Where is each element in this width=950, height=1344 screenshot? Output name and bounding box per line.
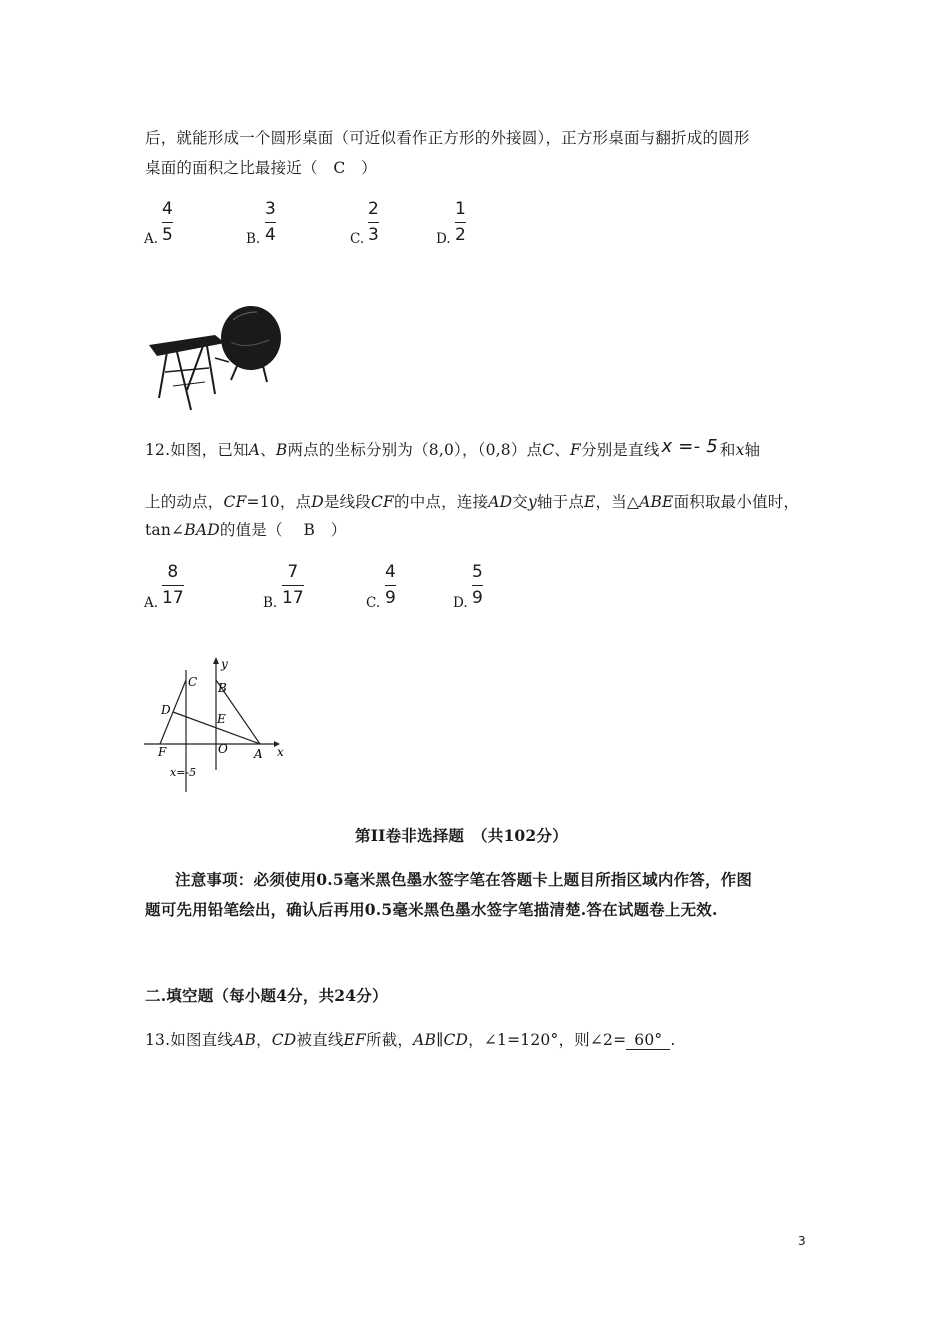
numerator: 2 <box>368 199 379 219</box>
parallel-statement: AB∥CD <box>413 1031 469 1049</box>
q11-option-a-label: A. <box>144 231 159 247</box>
q12-text-line2 <box>145 492 799 512</box>
line-equation: x =- 5 <box>661 436 718 457</box>
q12-number-text: 12.如图，已知 <box>145 441 249 459</box>
denominator: 2 <box>455 225 466 245</box>
point-a: A <box>248 441 261 459</box>
fraction-bar <box>385 585 396 586</box>
fraction-bar <box>455 222 466 223</box>
q12-option-d-fraction <box>472 563 483 607</box>
q12-option-c-fraction <box>385 563 396 607</box>
line-cd: CD <box>271 1031 297 1049</box>
angle-bad: BAD <box>184 521 220 539</box>
label-o: O <box>218 742 228 756</box>
separator: 、 <box>260 441 276 459</box>
q11-text-line2: 桌面的面积之比最接近（ C ） <box>145 159 377 177</box>
q11-text-line1: 后，就能形成一个圆形桌面（可近似看作正方形的外接圆），正方形桌面与翻折成的圆形 <box>145 129 750 147</box>
label-x-eq: x=-5 <box>170 766 197 779</box>
q12-text-line1 <box>145 436 761 460</box>
point-f: F <box>570 441 582 459</box>
folding-table-illustration <box>145 290 295 415</box>
q12-text: ，当△ <box>595 493 640 511</box>
point-c: C <box>542 441 555 459</box>
q11-option-c-label: C. <box>350 231 365 247</box>
section-ii-title: 第II卷非选择题 （共102分） <box>355 826 568 845</box>
fraction-bar <box>368 222 379 223</box>
q12-option-a-fraction <box>162 563 184 607</box>
fraction-bar <box>282 585 304 586</box>
numerator: 3 <box>265 199 276 219</box>
round-tabletop <box>221 306 281 370</box>
q13-text <box>145 1030 676 1050</box>
q12-text: 轴于点 <box>536 493 585 511</box>
q12-text-line3 <box>145 520 347 540</box>
point-b: B <box>275 441 288 459</box>
segment-ad: AD <box>488 493 513 511</box>
fraction-bar <box>162 222 173 223</box>
denominator: 9 <box>385 588 396 608</box>
numerator: 7 <box>287 562 299 582</box>
fill-in-section-title: 二.填空题（每小题4分，共24分） <box>145 986 388 1005</box>
q12-option-a-label: A. <box>144 595 159 611</box>
q12-text: 上的动点， <box>145 493 224 511</box>
denominator: 3 <box>368 225 379 245</box>
label-b: B <box>218 681 227 695</box>
numerator: 8 <box>167 562 179 582</box>
q13-text-part: ，∠1=120°，则∠2= <box>468 1031 627 1049</box>
separator: ， <box>256 1031 272 1049</box>
answer-blank[interactable] <box>626 1031 670 1050</box>
separator: 、 <box>554 441 571 459</box>
label-e: E <box>217 712 226 726</box>
numerator: 4 <box>385 562 396 582</box>
q11-option-a-fraction <box>162 200 173 244</box>
q12-text: 两点的坐标分别为（8,0），（0,8）点 <box>287 441 543 459</box>
label-y: y <box>221 657 228 671</box>
q12-text: =10，点 <box>246 493 312 511</box>
q12-option-c-label: C. <box>366 595 381 611</box>
q13-text-part: 被直线 <box>296 1031 344 1049</box>
point-e: E <box>584 493 596 511</box>
segment-cf: CF <box>371 493 395 511</box>
label-a: A <box>254 747 263 761</box>
q12-coordinate-figure <box>140 652 300 800</box>
label-c: C <box>188 675 198 689</box>
x-variable: x <box>735 441 745 459</box>
q11-option-d-label: D. <box>436 231 451 247</box>
answer-value: 60° <box>634 1031 663 1049</box>
period: . <box>670 1031 676 1049</box>
denominator: 9 <box>472 588 483 608</box>
fraction-bar <box>162 585 184 586</box>
q12-text: 是线段 <box>323 493 371 511</box>
q11-option-c-fraction <box>368 200 379 244</box>
q13-text-part: 所截， <box>366 1031 414 1049</box>
label-d: D <box>161 703 171 717</box>
q12-text: 交 <box>512 493 528 511</box>
fraction-bar <box>265 222 276 223</box>
label-f: F <box>158 745 167 759</box>
q11-option-b-fraction <box>265 200 276 244</box>
y-variable: y <box>527 493 537 511</box>
q12-text: 轴 <box>744 441 761 459</box>
q11-option-b-label: B. <box>246 231 261 247</box>
q12-text: 的值是（ B ） <box>219 521 347 539</box>
q12-text: 和 <box>719 441 736 459</box>
notice-line2: 题可先用铅笔绘出，确认后再用0.5毫米黑色墨水签字笔描清楚.答在试题卷上无效. <box>145 900 718 919</box>
triangle-abe: ABE <box>639 493 674 511</box>
numerator: 4 <box>162 199 173 219</box>
q13-number-text: 13.如图直线 <box>145 1031 234 1049</box>
fraction-bar <box>472 585 483 586</box>
q12-text: 的中点，连接 <box>394 493 489 511</box>
q12-text: 分别是直线 <box>581 441 660 459</box>
q12-text: tan∠ <box>145 521 185 539</box>
notice-line1: 注意事项：必须使用0.5毫米黑色墨水签字笔在答题卡上题目所指区域内作答，作图 <box>175 870 753 889</box>
y-axis-arrow <box>213 657 219 664</box>
numerator: 5 <box>472 562 483 582</box>
line-ab: AB <box>233 1031 257 1049</box>
denominator: 17 <box>282 588 304 608</box>
denominator: 5 <box>162 225 173 245</box>
denominator: 4 <box>265 225 276 245</box>
square-tabletop <box>149 335 225 356</box>
page-number: 3 <box>798 1234 806 1248</box>
line-ef: EF <box>343 1031 367 1049</box>
q12-option-d-label: D. <box>453 595 468 611</box>
numerator: 1 <box>455 199 466 219</box>
q12-option-b-fraction <box>282 563 304 607</box>
label-x: x <box>277 745 284 759</box>
point-d: D <box>311 493 324 511</box>
q12-option-b-label: B. <box>263 595 278 611</box>
q11-option-d-fraction <box>455 200 466 244</box>
segment-cf: CF <box>223 493 247 511</box>
denominator: 17 <box>162 588 184 608</box>
q12-text: 面积取最小值时， <box>673 493 800 511</box>
